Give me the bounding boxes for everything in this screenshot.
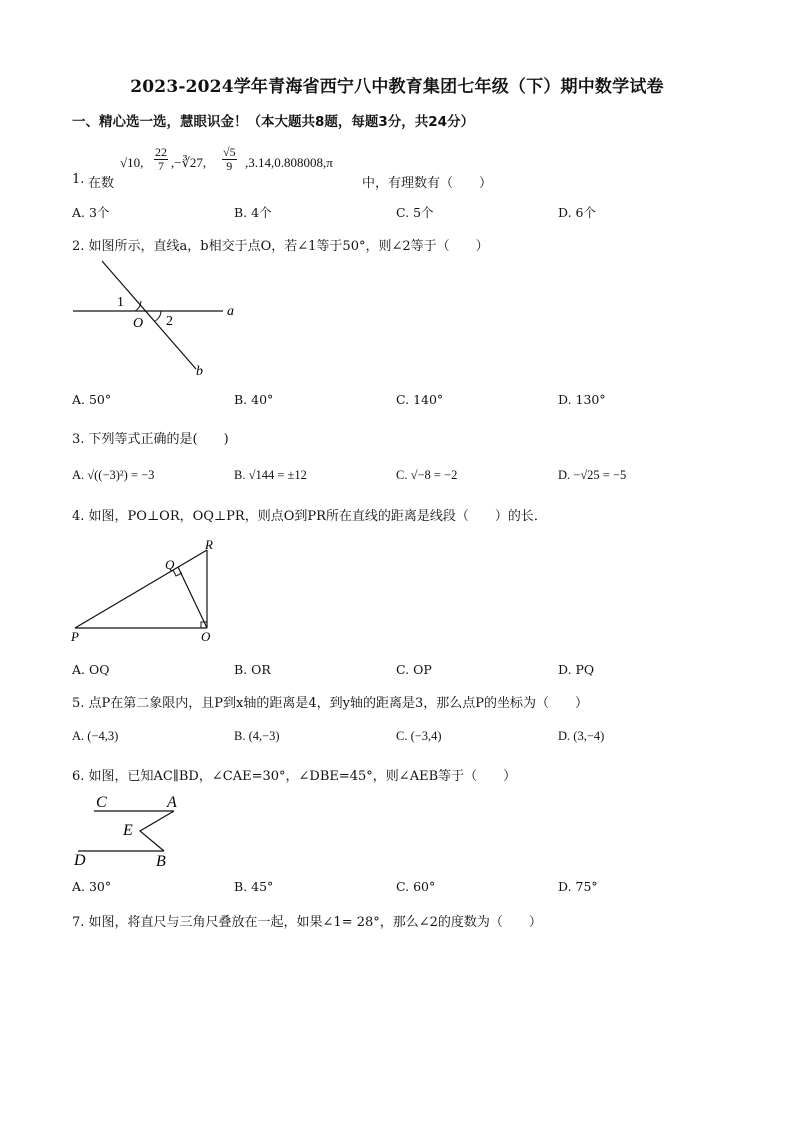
option-b: B. 45° <box>234 879 274 894</box>
figure-right-triangle <box>65 535 235 645</box>
figure-parallel-lines <box>70 789 190 874</box>
math-fraction-22-7 <box>154 146 168 173</box>
math-cuberoot: ,−∛27, <box>171 155 207 170</box>
question-6: 6. 如图，已知AC∥BD，∠CAE=30°，∠DBE=45°，则∠AEB等于（ ） <box>72 769 517 784</box>
label-c: C <box>96 794 107 811</box>
label-o: O <box>133 316 144 331</box>
option-c: C. 5个 <box>396 205 434 220</box>
math-fraction-sqrt5-9 <box>222 146 237 173</box>
option-a: A. 3个 <box>72 205 110 220</box>
label-a: a <box>227 304 234 319</box>
question-prefix: 在数 <box>88 176 115 191</box>
label-2: 2 <box>166 314 173 329</box>
option-b: B. (4,−3) <box>234 729 280 743</box>
section-heading: 一、精心选一选，慧眼识金！（本大题共8题，每题3分，共24分） <box>72 114 475 130</box>
label-1: 1 <box>117 295 124 310</box>
option-c: C. (−3,4) <box>396 729 442 743</box>
option-c: C. √−8 = −2 <box>396 468 458 482</box>
segment-oq <box>178 567 207 628</box>
label-b: b <box>196 364 203 379</box>
fraction-denominator: 9 <box>226 159 233 173</box>
option-c: C. 60° <box>396 879 436 894</box>
option-d: D. 75° <box>558 879 598 894</box>
option-b: B. 4个 <box>234 205 272 220</box>
option-c: C. 140° <box>396 392 444 407</box>
question-number: 1. <box>72 172 85 187</box>
option-b: B. 40° <box>234 392 274 407</box>
question-7: 7. 如图，将直尺与三角尺叠放在一起，如果∠1= 28°，那么∠2的度数为（ ） <box>72 915 542 930</box>
segments-ae-eb <box>140 811 174 851</box>
fraction-denominator: 7 <box>158 159 164 173</box>
option-d: D. 6个 <box>558 205 596 220</box>
option-c: C. OP <box>396 662 432 677</box>
option-a: A. √((−3)²) = −3 <box>72 468 155 482</box>
question-suffix: 中，有理数有（ ） <box>362 176 493 191</box>
option-a: A. OQ <box>72 662 110 677</box>
question-4: 4. 如图，PO⊥OR，OQ⊥PR，则点O到PR所在直线的距离是线段（ ）的长． <box>72 509 547 524</box>
question-2: 2. 如图所示，直线a，b相交于点O，若∠1等于50°，则∠2等于（ ） <box>72 239 489 254</box>
label-b: B <box>156 853 166 870</box>
option-d: D. 130° <box>558 392 606 407</box>
figure-intersecting-lines <box>65 255 255 385</box>
fraction-numerator: √5 <box>223 145 236 159</box>
option-b: B. OR <box>234 662 271 677</box>
angle-2-arc <box>155 311 161 321</box>
label-e: E <box>123 822 133 839</box>
line-b <box>102 261 196 369</box>
label-q: Q <box>165 557 175 572</box>
label-r: R <box>205 537 213 552</box>
segment-pr <box>75 550 207 628</box>
math-numbers: ,3.14,0.808008,π <box>245 155 333 170</box>
option-d: D. (3,−4) <box>558 729 605 743</box>
math-sqrt10: √10, <box>120 155 144 170</box>
option-a: A. (−4,3) <box>72 729 119 743</box>
option-a: A. 30° <box>72 879 112 894</box>
label-p: P <box>71 629 79 644</box>
option-a: A. 50° <box>72 392 112 407</box>
option-d: D. −√25 = −5 <box>558 468 627 482</box>
option-b: B. √144 = ±12 <box>234 468 307 482</box>
page-title: 2023-2024学年青海省西宁八中教育集团七年级（下）期中数学试卷 <box>130 77 664 97</box>
label-o: O <box>201 629 211 644</box>
question-5: 5. 点P在第二象限内，且P到x轴的距离是4，到y轴的距离是3，那么点P的坐标为（ ） <box>72 696 588 711</box>
label-a: A <box>167 794 177 811</box>
label-d: D <box>74 852 86 869</box>
question-3: 3. 下列等式正确的是( ) <box>72 432 229 447</box>
option-d: D. PQ <box>558 662 595 677</box>
fraction-numerator: 22 <box>155 145 167 159</box>
